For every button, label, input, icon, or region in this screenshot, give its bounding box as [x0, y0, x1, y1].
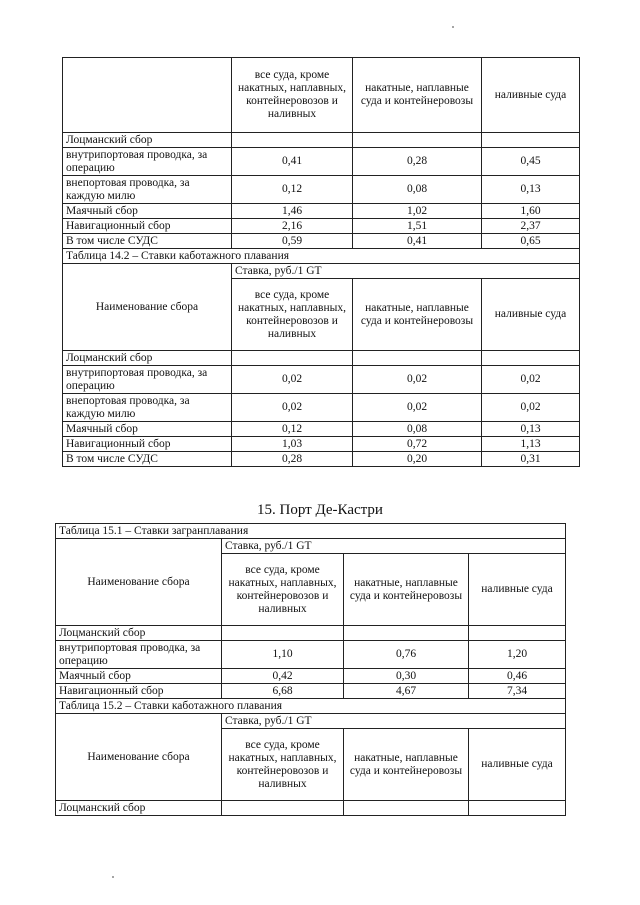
- table-caption-row: [56, 524, 566, 539]
- section-title: 15. Порт Де-Кастри: [257, 502, 383, 518]
- table-row: Маячный сбор 1,46 1,02 1,60: [63, 204, 580, 219]
- table-row: В том числе СУДС 0,59 0,41 0,65: [63, 234, 580, 249]
- table-caption-row: [63, 249, 580, 264]
- table-row: Лоцманский сбор: [56, 801, 566, 816]
- table-caption: Таблица 15.2 – Ставки каботажного плавания: [56, 699, 566, 714]
- table-row: Лоцманский сбор: [63, 133, 580, 148]
- table-row: внепортовая проводка, за каждую милю 0,12 0,08 0,13: [63, 176, 580, 204]
- header-rate: Ставка, руб./1 GT: [222, 714, 566, 729]
- header-rate: Ставка, руб./1 GT: [232, 264, 580, 279]
- table-header-row: все суда, кроме накатных, наплавных, контейнеровозов и наливных накатные, наплавные суда и контейнеровозы наливные суда: [56, 554, 566, 626]
- table-header-row: [63, 264, 580, 279]
- table-row: Лоцманский сбор: [63, 351, 580, 366]
- tariff-table-port-14: [62, 57, 580, 467]
- header-name-col: Наименование сбора: [56, 714, 222, 801]
- table-row: Маячный сбор 0,42 0,30 0,46: [56, 669, 566, 684]
- table-row: Навигационный сбор 6,68 4,67 7,34: [56, 684, 566, 699]
- table-header-row: все суда, кроме накатных, наплавных, контейнеровозов и наливных накатные, наплавные суда и контейнеровозы наливные суда: [63, 279, 580, 351]
- table-row: Маячный сбор 0,12 0,08 0,13: [63, 422, 580, 437]
- table-header-row: [63, 58, 580, 133]
- header-name-col: Наименование сбора: [63, 264, 232, 351]
- table-row: Лоцманский сбор: [56, 626, 566, 641]
- table-row: Навигационный сбор 1,03 0,72 1,13: [63, 437, 580, 452]
- table-header-row: все суда, кроме накатных, наплавных, контейнеровозов и наливных накатные, наплавные суда и контейнеровозы наливные суда: [56, 729, 566, 801]
- scan-artifact: [112, 876, 114, 878]
- header-col-roro: накатные, наплавные суда и контейнеровозы: [353, 58, 482, 133]
- tariff-table-port-15: [55, 523, 566, 816]
- header-rate: Ставка, руб./1 GT: [222, 539, 566, 554]
- table-caption-row: [56, 699, 566, 714]
- table-row: внутрипортовая проводка, за операцию 0,41 0,28 0,45: [63, 148, 580, 176]
- table-row: внутрипортовая проводка, за операцию 0,02 0,02 0,02: [63, 366, 580, 394]
- table-header-row: [56, 714, 566, 729]
- table-row: внутрипортовая проводка, за операцию 1,10 0,76 1,20: [56, 641, 566, 669]
- header-name-col: Наименование сбора: [56, 539, 222, 626]
- scan-artifact: [452, 26, 454, 28]
- header-col-tankers: наливные суда: [482, 58, 580, 133]
- table-caption: Таблица 14.2 – Ставки каботажного плавания: [63, 249, 580, 264]
- table-row: Навигационный сбор 2,16 1,51 2,37: [63, 219, 580, 234]
- table-header-row: [56, 539, 566, 554]
- header-col-all-vessels: все суда, кроме накатных, наплавных, контейнеровозов и наливных: [232, 58, 353, 133]
- table-row: внепортовая проводка, за каждую милю 0,02 0,02 0,02: [63, 394, 580, 422]
- table-row: В том числе СУДС 0,28 0,20 0,31: [63, 452, 580, 467]
- table-caption: Таблица 15.1 – Ставки загранплавания: [56, 524, 566, 539]
